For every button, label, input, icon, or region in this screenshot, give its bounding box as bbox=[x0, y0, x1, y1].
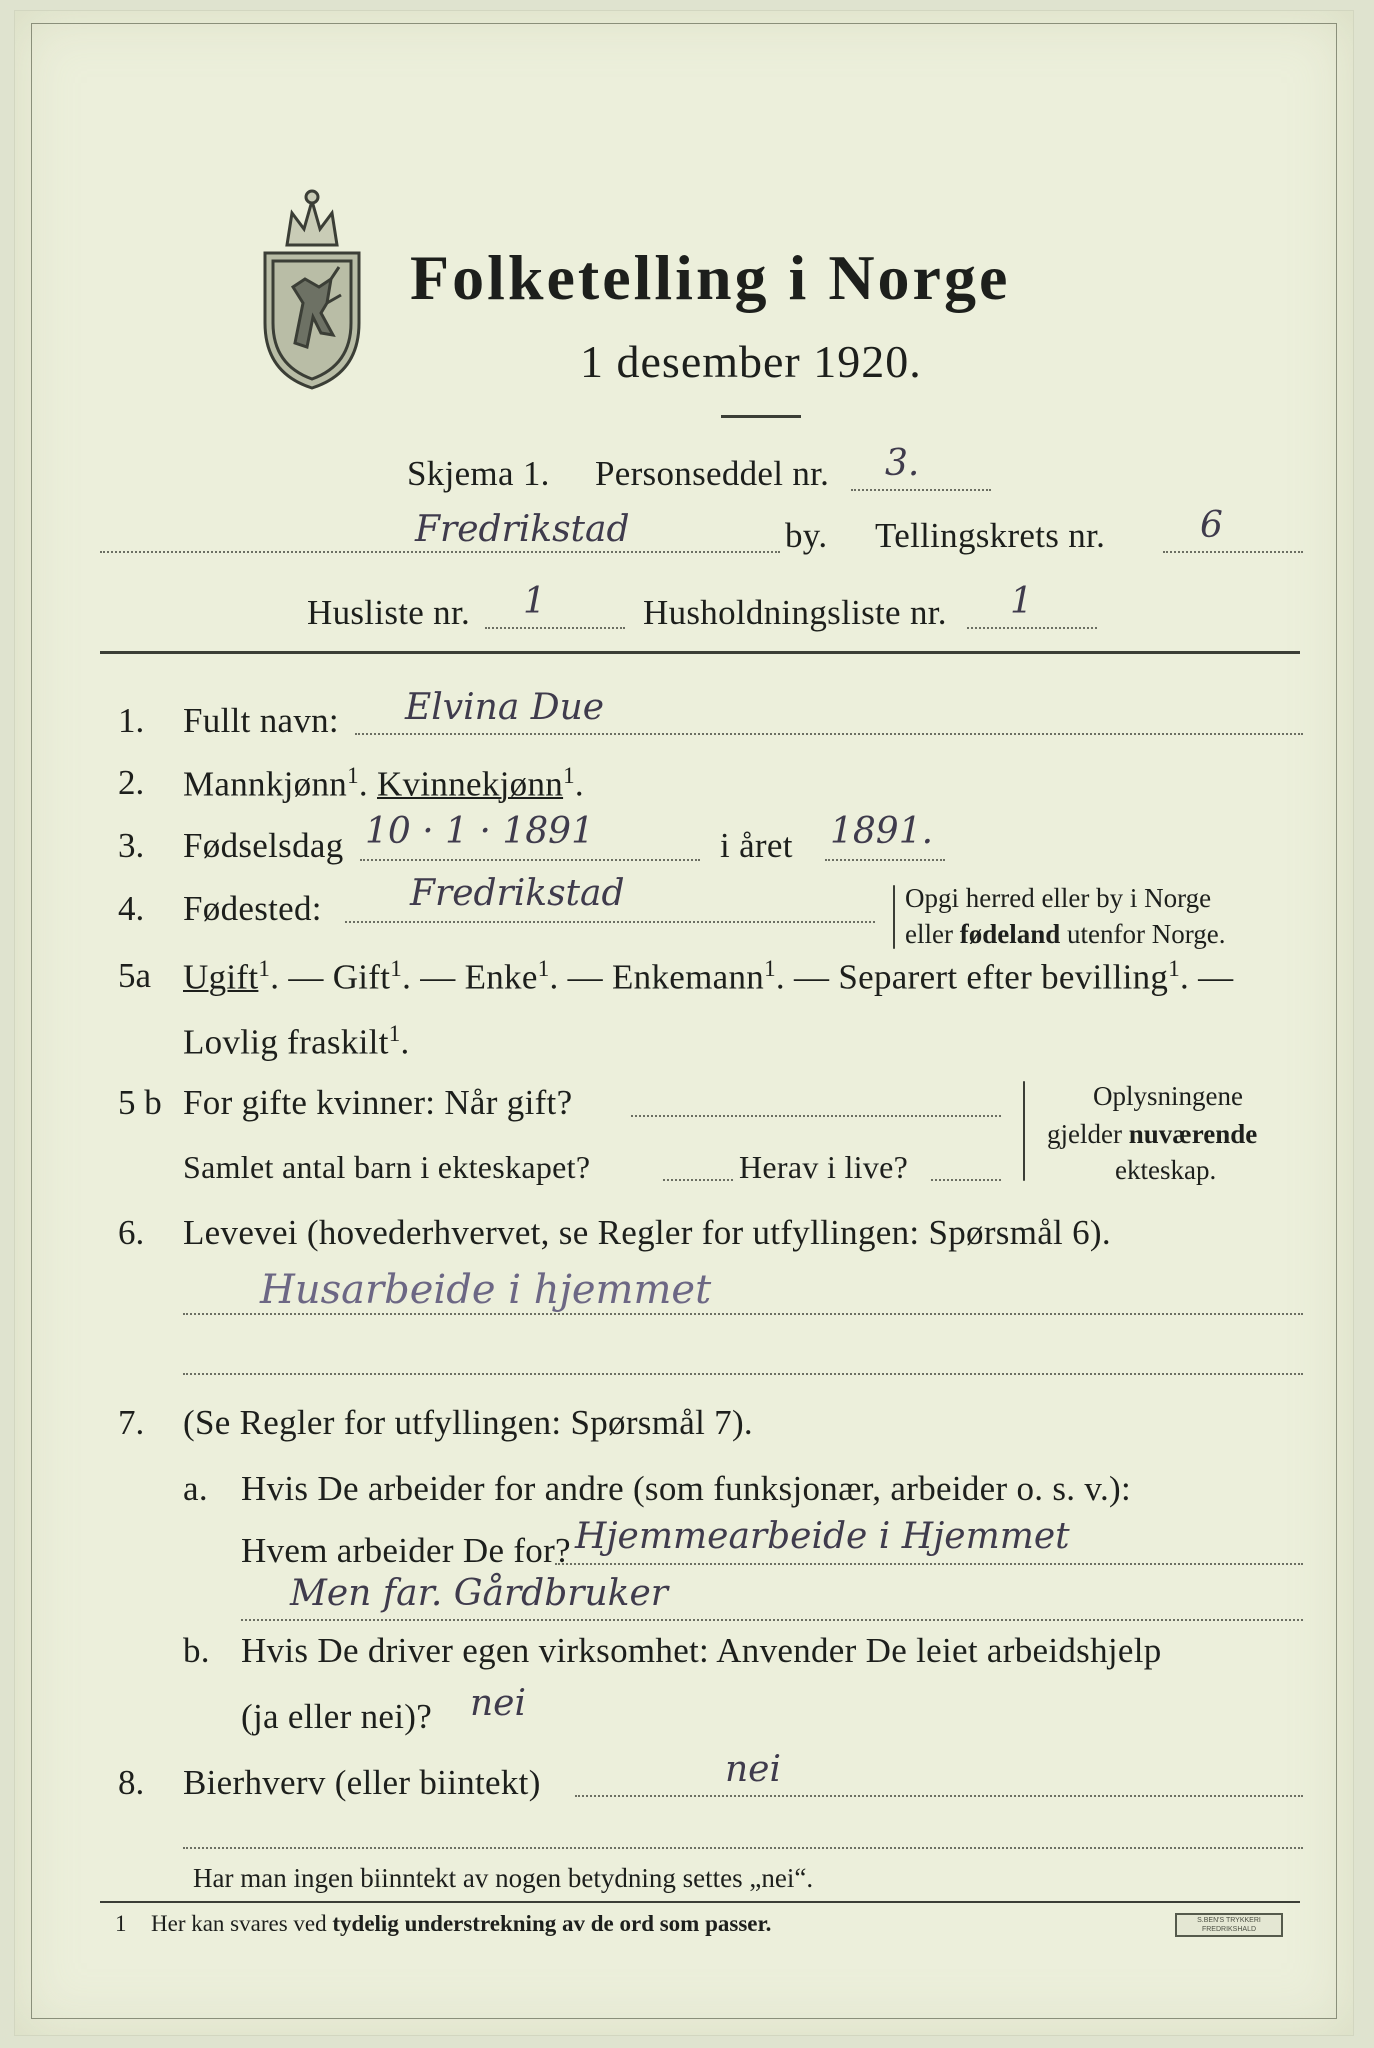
footer-divider bbox=[100, 1901, 1300, 1903]
q2-options: Mannkjønn$^1$. Kvinnekjønn$^1$. bbox=[183, 763, 584, 804]
personseddel-line bbox=[851, 489, 991, 491]
by-value: Fredrikstad bbox=[415, 509, 630, 550]
q1-number: 1. bbox=[118, 701, 145, 740]
q8-line2 bbox=[183, 1847, 1303, 1849]
personseddel-label: Personseddel nr. bbox=[595, 454, 830, 493]
q7a-question: Hvem arbeider De for? bbox=[241, 1531, 571, 1570]
q5b-number: 5 b bbox=[118, 1083, 162, 1122]
q3-year-line bbox=[825, 859, 945, 861]
q5a-option-enkemann: Enkemann bbox=[612, 957, 765, 997]
q5b-line1-label: For gifte kvinner: Når gift? bbox=[183, 1083, 573, 1122]
q4-value: Fredrikstad bbox=[410, 873, 625, 914]
q7a-text: Hvis De arbeider for andre (som funksjonær, arbeider o. s. v.): bbox=[241, 1469, 1131, 1508]
q1-value: Elvina Due bbox=[405, 687, 605, 728]
q5a-options-line1: Ugift$^1$. — Gift$^1$. — Enke$^1$. — Enkemann$^1$. — Separert efter bevilling$^1$. — bbox=[183, 956, 1234, 997]
q5a-options-line2: Lovlig fraskilt$^1$. bbox=[183, 1021, 410, 1062]
q2-option-kvinne: Kvinnekjønn bbox=[377, 764, 564, 804]
q7a-line2 bbox=[241, 1619, 1303, 1621]
q5a-option-enke: Enke bbox=[464, 957, 538, 997]
q1-line bbox=[355, 733, 1303, 735]
q4-label: Fødested: bbox=[183, 889, 322, 928]
q7a-value1: Hjemmearbeide i Hjemmet bbox=[575, 1516, 1070, 1557]
q7-label: (Se Regler for utfyllingen: Spørsmål 7). bbox=[183, 1403, 753, 1442]
q8-line1 bbox=[575, 1795, 1303, 1797]
q2-number: 2. bbox=[118, 763, 145, 802]
q3-year-value: 1891. bbox=[830, 811, 934, 852]
q4-number: 4. bbox=[118, 889, 145, 928]
husliste-line bbox=[485, 627, 625, 629]
header-divider bbox=[100, 651, 1300, 654]
q5a-option-gift: Gift bbox=[332, 957, 391, 997]
q4-note-line1: Opgi herred eller by i Norge bbox=[905, 883, 1212, 913]
q4-line bbox=[345, 921, 875, 923]
q4-brace bbox=[893, 885, 895, 949]
footnote-text: Her kan svares ved tydelig understrekning av de ord som passer. bbox=[151, 1911, 772, 1936]
norwegian-coat-of-arms-icon bbox=[247, 183, 377, 393]
printer-stamp: S.BEN'S TRYKKERI FREDRIKSHALD bbox=[1175, 1913, 1283, 1937]
footer-note: Har man ingen biinntekt av nogen betydning settes „nei“. bbox=[193, 1863, 814, 1893]
q8-number: 8. bbox=[118, 1763, 145, 1802]
q6-value: Husarbeide i hjemmet bbox=[260, 1267, 712, 1313]
q7-number: 7. bbox=[118, 1403, 145, 1442]
by-label: by. bbox=[785, 516, 828, 555]
q7b-question: (ja eller nei)? bbox=[241, 1697, 433, 1736]
footnote-mark: 1 bbox=[115, 1911, 127, 1936]
q3-value: 10 · 1 · 1891 bbox=[365, 811, 594, 852]
tellingskrets-line bbox=[1163, 551, 1303, 553]
form-title: Folketelling i Norge bbox=[410, 242, 1011, 313]
q5b-line2b-line bbox=[931, 1179, 1001, 1181]
husholdningsliste-value: 1 bbox=[1010, 581, 1033, 622]
husholdningsliste-label: Husholdningsliste nr. bbox=[643, 593, 947, 632]
form-date: 1 desember 1920. bbox=[580, 336, 922, 387]
q3-year-label: i året bbox=[720, 826, 793, 865]
tellingskrets-label: Tellingskrets nr. bbox=[875, 516, 1106, 555]
q7a-value2: Men far. Gårdbruker bbox=[290, 1573, 668, 1614]
q3-label: Fødselsdag bbox=[183, 826, 344, 865]
q7b-letter: b. bbox=[183, 1631, 210, 1670]
q5b-line2-line bbox=[663, 1179, 733, 1181]
q5b-line2-label: Samlet antal barn i ekteskapet? bbox=[183, 1149, 591, 1185]
tellingskrets-value: 6 bbox=[1200, 505, 1223, 546]
husholdningsliste-line bbox=[967, 627, 1097, 629]
q1-label: Fullt navn: bbox=[183, 701, 339, 740]
q5b-note-line3: ekteskap. bbox=[1115, 1155, 1217, 1185]
q6-label: Levevei (hovederhvervet, se Regler for utfyllingen: Spørsmål 6). bbox=[183, 1213, 1111, 1252]
q5a-option-ugift: Ugift bbox=[183, 957, 259, 997]
q7b-value: nei bbox=[470, 1683, 527, 1724]
q3-number: 3. bbox=[118, 826, 145, 865]
census-form-sheet bbox=[14, 10, 1354, 2036]
q5b-line2b-label: Herav i live? bbox=[739, 1149, 909, 1185]
by-line bbox=[100, 551, 780, 553]
q5b-note-line1: Oplysningene bbox=[1093, 1081, 1243, 1111]
q8-value: nei bbox=[725, 1749, 782, 1790]
q2-option-mann: Mannkjønn bbox=[183, 764, 348, 804]
q5b-line1-line bbox=[631, 1115, 1001, 1117]
q5b-brace bbox=[1023, 1081, 1025, 1181]
husliste-value: 1 bbox=[523, 581, 546, 622]
q5a-option-fraskilt: Lovlig fraskilt bbox=[183, 1022, 389, 1062]
q7a-letter: a. bbox=[183, 1469, 208, 1508]
q6-number: 6. bbox=[118, 1213, 145, 1252]
q5b-note-line2: gjelder nuværende bbox=[1047, 1119, 1258, 1149]
q5a-number: 5a bbox=[118, 956, 152, 995]
q4-note-line2: eller fødeland utenfor Norge. bbox=[905, 919, 1226, 949]
q6-line1 bbox=[183, 1313, 1303, 1315]
skjema-label: Skjema 1. bbox=[407, 454, 550, 493]
husliste-label: Husliste nr. bbox=[307, 593, 471, 632]
q7b-text: Hvis De driver egen virksomhet: Anvender De leiet arbeidshjelp bbox=[241, 1631, 1162, 1670]
title-divider bbox=[721, 415, 801, 418]
q7a-line1 bbox=[555, 1563, 1303, 1565]
q6-line2 bbox=[183, 1373, 1303, 1375]
q3-line bbox=[360, 859, 700, 861]
q5a-option-separert: Separert efter bevilling bbox=[838, 957, 1169, 997]
q8-label: Bierhverv (eller biintekt) bbox=[183, 1763, 541, 1802]
personseddel-value: 3. bbox=[885, 443, 920, 484]
